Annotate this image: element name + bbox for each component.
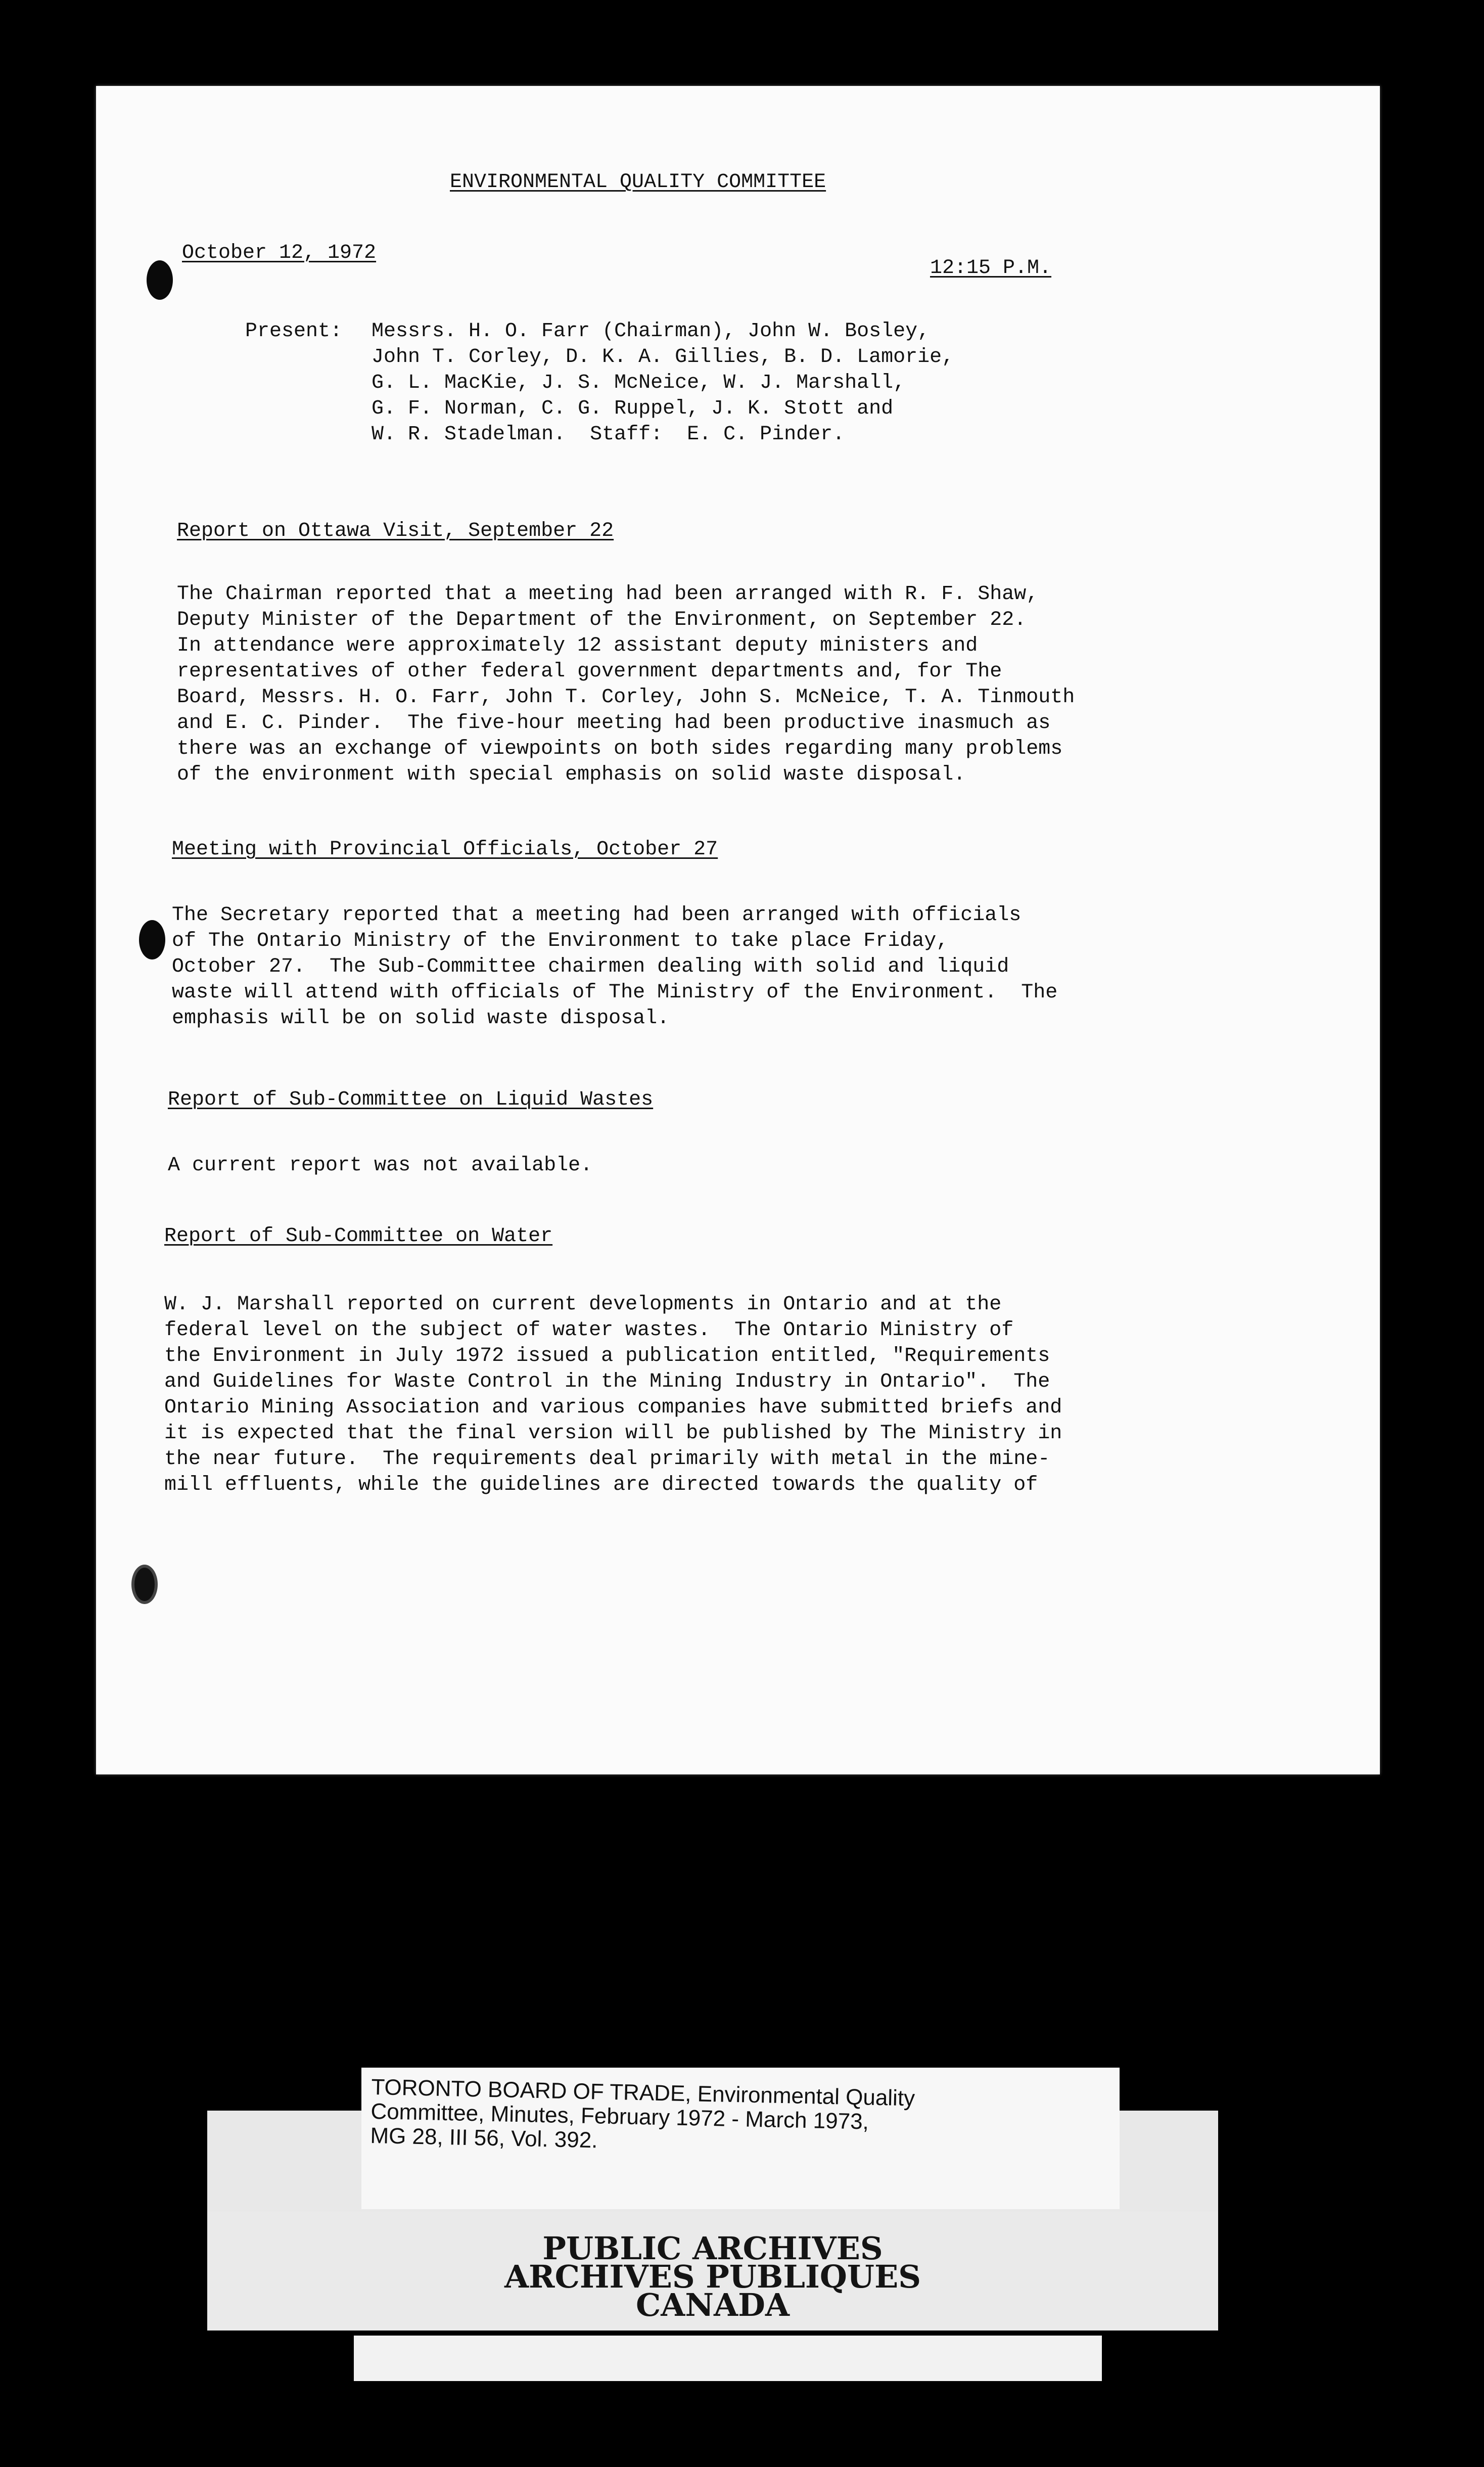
section-body-liquid-wastes: A current report was not available.: [168, 1154, 593, 1177]
archive-label-strip: [354, 2336, 1102, 2381]
section-body-ottawa: The Chairman reported that a meeting had been arranged with R. F. Shaw, Deputy Minister of the Department of the Environment, on September 22. In attendance were approximately 12 assistant deputy ministers and representatives of other federal government departments and, for The Board, Messrs. H. O. Farr, John T. Corley, John S. McNeice, T. A. Tinmouth and E. C. Pinder. The five-hour meeting had been productive inasmuch as there was an exchange of viewpoints on both sides regarding many problems of the environment with special emphasis on solid waste disposal.: [177, 583, 1075, 786]
section-heading-liquid-wastes: Report of Sub-Committee on Liquid Wastes: [168, 1088, 654, 1111]
section-heading-water: Report of Sub-Committee on Water: [164, 1225, 553, 1248]
punch-hole: [147, 260, 173, 300]
section-body-provincial: The Secretary reported that a meeting had been arranged with officials of The Ontario Ministry of the Environment to take place Friday, October 27. The Sub-Committee chairmen dealing with solid and liquid waste will attend with officials of The Ministry of the Environment. The emphasis will be on solid waste disposal.: [172, 904, 1058, 1030]
punch-hole: [131, 1565, 158, 1604]
archive-stamp-line: ARCHIVES PUBLIQUES: [504, 2258, 921, 2295]
meeting-date: October 12, 1972: [182, 242, 377, 264]
present-names: Messrs. H. O. Farr (Chairman), John W. Bosley, John T. Corley, D. K. A. Gillies, B. D. Lamorie, G. L. MacKie, J. S. McNeice, W. J. Marshall, G. F. Norman, C. G. Ruppel, J. K. Stott and W. R. Stadelman. Staff: E. C. Pinder.: [372, 320, 954, 446]
archive-stamp-line: CANADA: [635, 2287, 790, 2323]
punch-hole: [139, 920, 165, 960]
archive-stamp-line: PUBLIC ARCHIVES: [542, 2230, 883, 2267]
present-label: Present:: [245, 320, 343, 343]
section-heading-ottawa: Report on Ottawa Visit, September 22: [177, 520, 614, 542]
meeting-time: 12:15 P.M.: [930, 257, 1052, 280]
archive-citation: TORONTO BOARD OF TRADE, Environmental Quality Committee, Minutes, February 1972 - March 1973, MG 28, III 56, Vol. 392.: [369, 2075, 915, 2153]
document-title: ENVIRONMENTAL QUALITY COMMITTEE: [450, 171, 826, 194]
archive-stamp: [207, 2230, 1218, 2323]
section-body-water: W. J. Marshall reported on current developments in Ontario and at the federal level on the subject of water wastes. The Ontario Ministry of the Environment in July 1972 issued a publication entitled, "Requirements and Guidelines for Waste Control in the Mining Industry in Ontario". The Ontario Mining Association and various companies have submitted briefs and it is expected that the final version will be published by The Ministry in the near future. The requirements deal primarily with metal in the mine- mill effluents, while the guidelines are directed towards the quality of: [164, 1293, 1062, 1496]
section-heading-provincial: Meeting with Provincial Officials, October 27: [172, 838, 718, 861]
